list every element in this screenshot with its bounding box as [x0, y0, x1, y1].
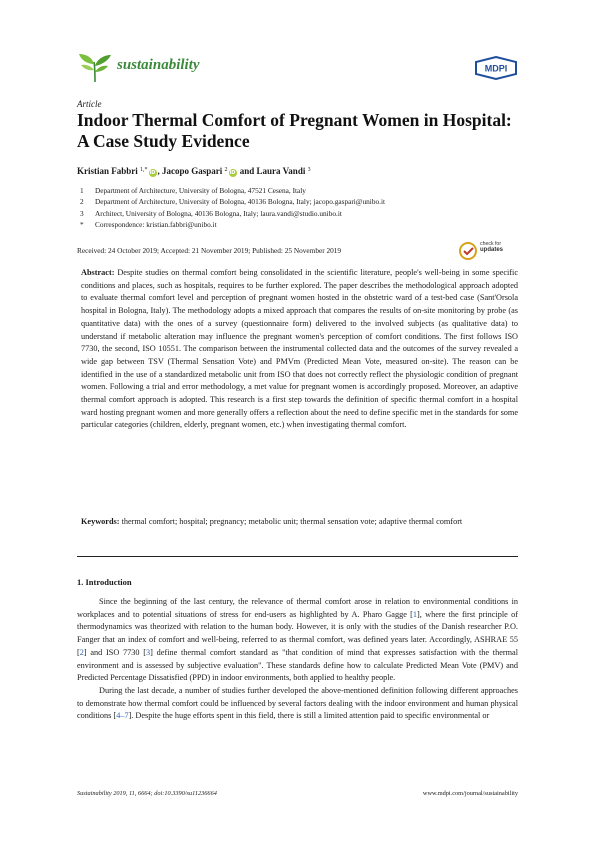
- affiliation-text: Department of Architecture, University of Bologna, 47521 Cesena, Italy: [95, 186, 306, 195]
- orcid-icon[interactable]: iD: [149, 170, 156, 176]
- affiliation-number: 2: [80, 197, 84, 207]
- article-title: Indoor Thermal Comfort of Pregnant Women in Hospital: A Case Study Evidence: [77, 110, 512, 151]
- article-type: Article: [77, 99, 102, 109]
- body-paragraph: [77, 685, 518, 723]
- citation-link[interactable]: 2: [79, 647, 84, 657]
- footer-citation: [77, 790, 217, 797]
- affiliation-text: Correspondence: kristian.fabbri@unibo.it: [95, 220, 217, 230]
- affiliation-item: [77, 219, 385, 230]
- affiliation-number: 3: [80, 208, 84, 218]
- section-divider: [77, 556, 518, 557]
- body-text-run: ], where the first principle of thermodynamics was theorized with relation to the human body. However, it is only with the studies of the Danish researcher P.O. Fanger that an index of comfort and well-being, referred to as thermal comfort, was defined years later. Accordingly, ASHRAE 55 [: [77, 609, 519, 657]
- abstract-text: Despite studies on thermal comfort being consolidated in the scientific literature, people's well-being in some specific conditions and places, such as hospitals, requires to be further explored. The paper describes the methodological approach adopted to evaluate thermal comfort level and perception of pregnant women hosted in the obstetric ward of a test-bed case (Sant'Orsola hospital in Bologna, Italy). The methodology adopts a mixed approach that compares the results of on-site monitoring by probe (as quantitative data) with the ones of a survey (questionnaire form) delivered to the involved subjects (as qualitative data) to understand if metabolic alteration may influence the pregnant women's perception of comfort conditions. The first follows ISO 7730, the second, ISO 10551. The comparison between the instrumental collected data and the outcomes of the survey revealed a wide gap between TSV (Thermal Sensation Vote) and PMVm (Predicted Mean Vote, measured on-site). The reason can be identified in the use of a standardized metabolic unit from ISO that does not correctly reflect the physiologic condition of pregnant women. Following a trial and error methodology, a met value for pregnant women is accordingly proposed. Moreover, an adaptive thermal comfort approach is adopted. This research is a first step towards the definition of specific thermal comfort in a hospital ward hosting pregnant women and more generally offers a reflection about the need to define specific met in the standards for some particular categories (children, elderly, pregnant women, etc.) when investigating thermal comfort.: [81, 268, 519, 430]
- affiliation-text: Architect, University of Bologna, 40136 Bologna, Italy; laura.vandi@studio.unibo.it: [95, 208, 342, 218]
- author-separator: ,: [157, 166, 163, 176]
- affiliation-item: [77, 185, 385, 196]
- body-paragraph: [77, 596, 518, 685]
- abstract-label: Abstract:: [81, 268, 115, 277]
- orcid-icon[interactable]: iD: [229, 170, 236, 176]
- affiliation-item: [77, 196, 385, 207]
- footer-url[interactable]: www.mdpi.com/journal/sustainability: [422, 790, 518, 797]
- body-text-run: ] and ISO 7730 [: [83, 647, 147, 657]
- author-list: [77, 166, 311, 177]
- author-name: Laura Vandi: [256, 166, 306, 176]
- section-body: [77, 596, 518, 723]
- body-text-run: Since the beginning of the last century, the relevance of thermal comfort arose in relation to environmental conditions in workplaces and to potential situations of stress for end-users as highlighted by A. Pharo Gagge [: [77, 597, 518, 619]
- check-for-updates-line2: updates: [480, 247, 504, 253]
- affiliation-number: 1: [80, 186, 84, 195]
- affiliation-text: Department of Architecture, University of Bologna, 40136 Bologna, Italy; jacopo.gaspari@unibo.it: [95, 197, 386, 207]
- affiliation-item: [77, 208, 385, 219]
- mdpi-logo-text: MDPI: [484, 63, 508, 74]
- body-text-run: ]. Despite the huge efforts spent in this field, there is still a limited attention paid to specific environmental or: [128, 711, 490, 721]
- journal-name: sustainability: [117, 57, 200, 73]
- author-affiliation-mark: 3: [307, 167, 311, 173]
- check-for-updates-label[interactable]: [480, 241, 503, 253]
- footer-citation-text: 2019, 11, 6664; doi:10.3390/su11236664: [111, 790, 217, 797]
- citation-link[interactable]: 4–7: [116, 711, 129, 721]
- mdpi-logo-icon: [474, 56, 518, 80]
- body-text-run: During the last decade, a number of studies further developed the above-mentioned definition following different approaches to demonstrate how thermal comfort could be influenced by several factors dealing with the indoor environment and human physical conditions [: [77, 685, 518, 721]
- author-name: Jacopo Gaspari: [162, 166, 223, 176]
- citation-link[interactable]: 1: [412, 609, 418, 619]
- abstract: [81, 267, 518, 432]
- affiliation-number: *: [80, 220, 84, 230]
- keywords-label: Keywords:: [81, 517, 120, 526]
- section-heading: 1. Introduction: [77, 577, 132, 587]
- author-affiliation-mark: 2: [224, 167, 228, 173]
- check-for-updates-line1: check for: [480, 241, 502, 247]
- author-name: Kristian Fabbri: [77, 166, 138, 176]
- citation-link[interactable]: 3: [146, 647, 151, 657]
- body-text-run: ] define thermal comfort standard as "that condition of mind that expresses satisfaction with the thermal environment and is assessed by subjective evaluation". These standards define how to calculate Predicted Mean Vote (PMV) and Predicted Percentage Dissatisfied (PPD) in indoor environments, both applied to healthy people.: [77, 647, 519, 683]
- author-affiliation-mark: 1,*: [140, 167, 148, 173]
- author-separator: and: [237, 166, 257, 176]
- footer-journal: Sustainability: [77, 790, 112, 797]
- keywords-text: thermal comfort; hospital; pregnancy; metabolic unit; thermal sensation vote; adaptive thermal comfort: [121, 517, 463, 526]
- leaf-logo-icon: [77, 50, 113, 84]
- affiliation-list: [77, 185, 385, 231]
- publication-dates: Received: 24 October 2019; Accepted: 21 November 2019; Published: 25 November 2019: [77, 246, 342, 255]
- keywords: [81, 516, 518, 529]
